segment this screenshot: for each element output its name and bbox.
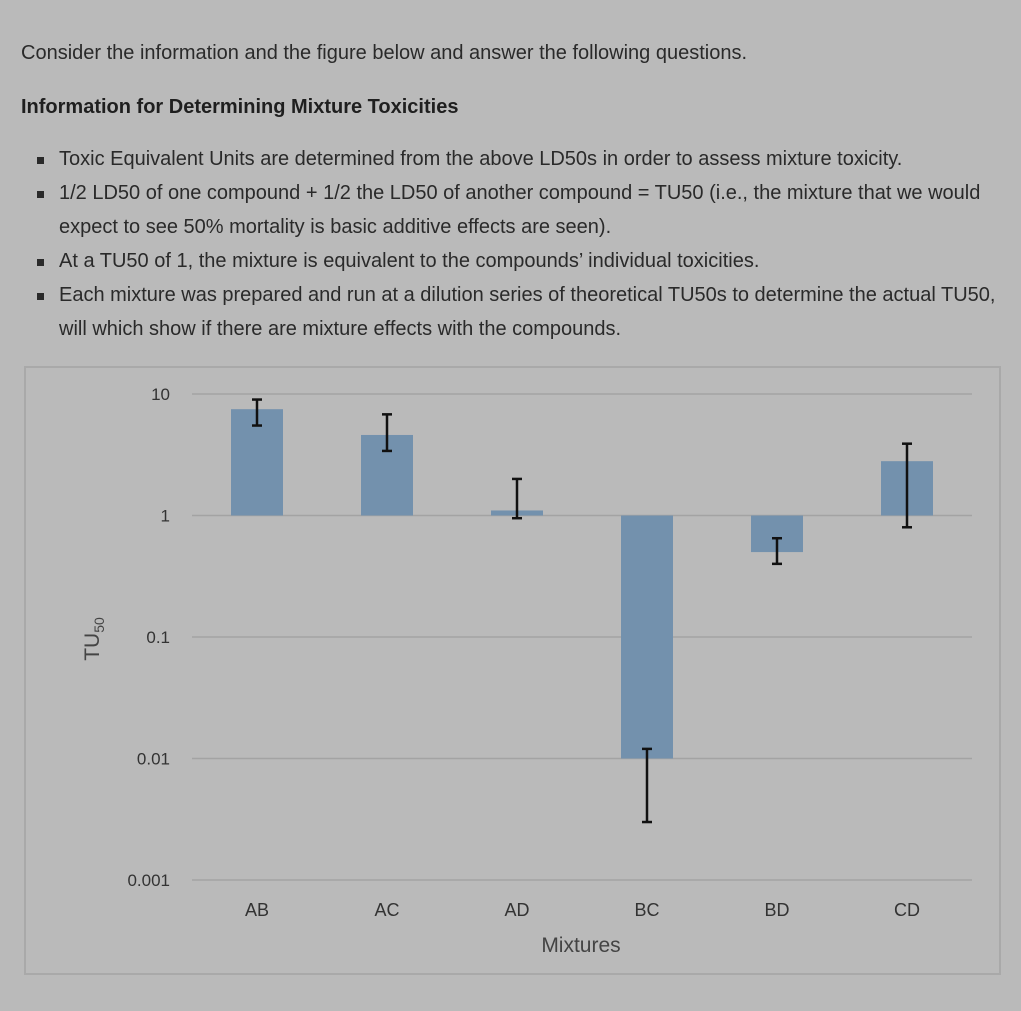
info-bullet-list — [37, 142, 1007, 346]
y-tick-label: 0.001 — [127, 871, 170, 890]
y-tick-label: 1 — [160, 506, 170, 526]
chart-frame — [24, 366, 1001, 975]
y-axis-title — [81, 617, 107, 661]
y-tick-label: 0.1 — [146, 628, 170, 647]
y-axis-title-subscript: 50 — [91, 617, 107, 633]
y-tick-label: 10 — [151, 385, 170, 404]
x-tick-label-ad: AD — [504, 900, 530, 920]
section-heading: Information for Determining Mixture Toxicities — [21, 96, 459, 118]
x-tick-label-bc: BC — [634, 900, 660, 920]
tu50-bar-chart — [26, 368, 999, 973]
x-tick-label-ac: AC — [374, 900, 400, 920]
intro-text: Consider the information and the figure below and answer the following questions. — [21, 42, 747, 64]
y-tick-label: 0.01 — [136, 749, 170, 769]
x-tick-label-ab: AB — [244, 900, 270, 920]
error-bar-bc — [642, 749, 652, 822]
bullet-item: Toxic Equivalent Units are determined from the above LD50s in order to assess mixture toxicity. — [37, 142, 1007, 176]
bullet-item: At a TU50 of 1, the mixture is equivalent to the compounds’ individual toxicities. — [37, 244, 1007, 278]
x-tick-label-cd: CD — [894, 900, 920, 920]
x-tick-label-bd: BD — [764, 900, 790, 920]
bullet-item: Each mixture was prepared and run at a dilution series of theoretical TU50s to determine the actual TU50, will which show if there are mixture effects with the compounds. — [37, 278, 1007, 346]
bar-bc — [621, 516, 673, 759]
bullet-item: 1/2 LD50 of one compound + 1/2 the LD50 of another compound = TU50 (i.e., the mixture that we would expect to see 50% mortality is basic additive effects are seen). — [37, 176, 1007, 244]
x-axis-title: Mixtures — [541, 934, 621, 957]
y-axis-title-main: TU — [81, 632, 104, 661]
